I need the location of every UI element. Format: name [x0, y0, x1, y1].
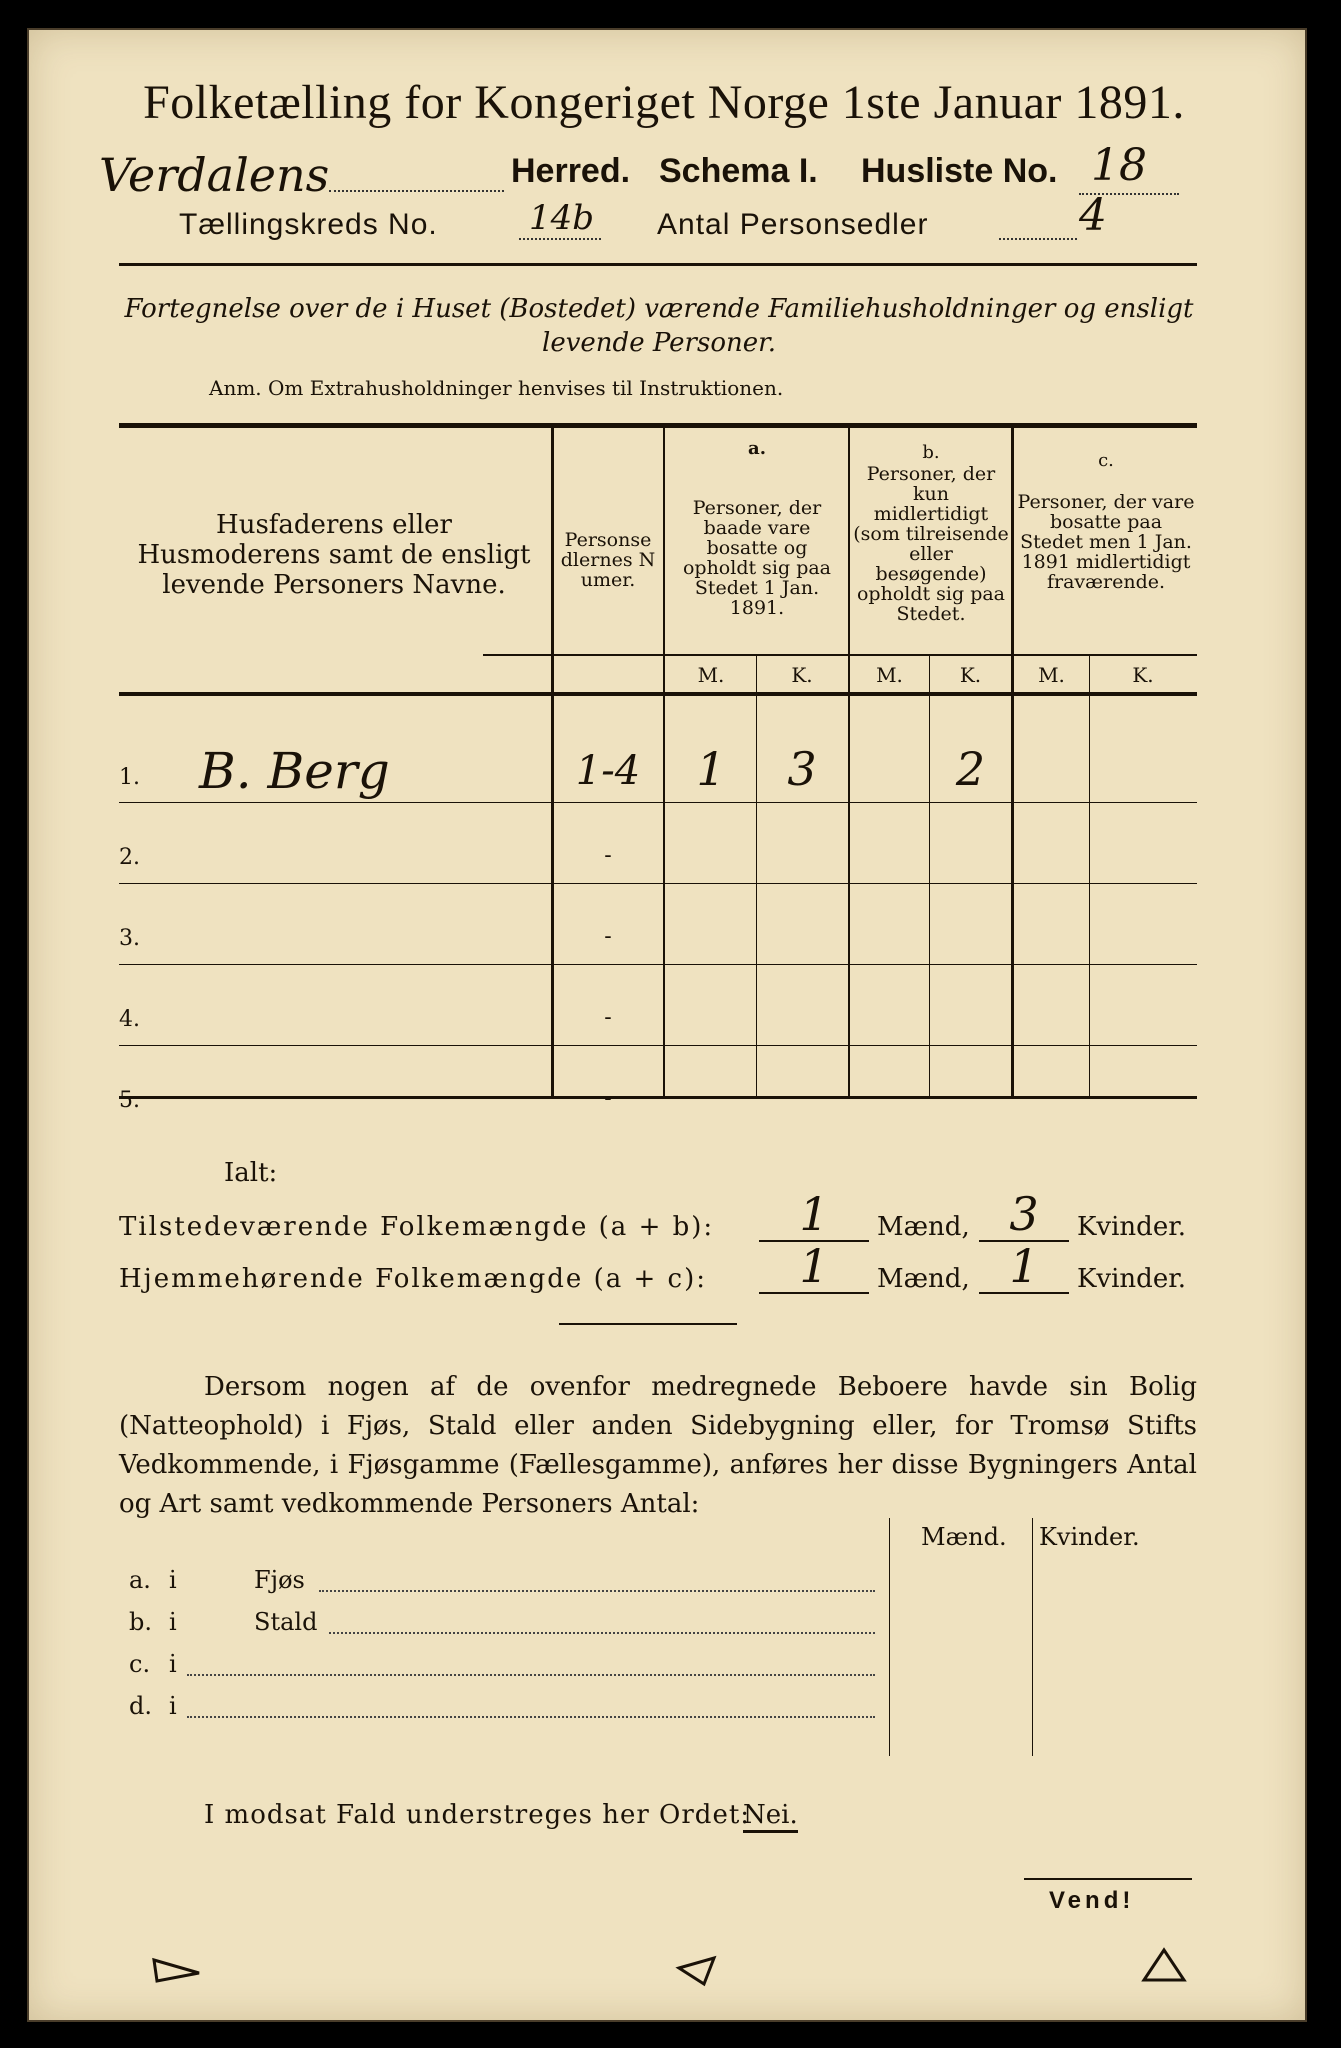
herred-handwritten: Verdalens [99, 148, 330, 202]
bolig-item-i: i [169, 1608, 177, 1636]
census-form [27, 28, 1307, 2022]
modsat-text: I modsat Fald understreges her Ordet: [204, 1800, 751, 1830]
hjemme-label: Hjemmehørende Folkemængde (a + c): [119, 1264, 707, 1294]
hjemme-maend-label: Mænd, [877, 1264, 970, 1294]
vend-text: Vend! [1049, 1887, 1135, 1914]
col-a-header: Personer, der baade vare bosatte og opholdt sig paa Stedet 1 Jan. 1891. [682, 497, 832, 619]
row-a-k: 3 [787, 742, 817, 796]
row-rule-3 [119, 964, 1197, 965]
row-number: 5. [119, 1088, 140, 1113]
schema-label: Schema I. [659, 152, 818, 190]
nei-word: Nei. [743, 1800, 798, 1833]
bolig-item-label: Fjøs [254, 1566, 305, 1594]
col-c-header: Personer, der vare bosatte paa Stedet men 1 Jan. 1891 midlertidigt fraværende. [1017, 491, 1195, 593]
col-b-header: Personer, der kun midlertidigt (som tilreisende eller besøgende) opholdt sig paa Stedet. [853, 463, 1009, 625]
husliste-number: 18 [1091, 140, 1147, 191]
bolig-item-letter: b. [129, 1608, 152, 1636]
bolig-col-divider-2 [1032, 1518, 1033, 1756]
bolig-item-letter: c. [129, 1650, 151, 1678]
vend-rule [1024, 1878, 1192, 1880]
col-divider-a-mk [756, 656, 757, 1098]
row-number: 2. [119, 845, 140, 870]
tilstede-kvinder: 3 [979, 1188, 1069, 1242]
antal-label: Antal Personsedler [657, 208, 929, 241]
col-c-letter: c. [1098, 450, 1114, 471]
row-number: 3. [119, 926, 140, 951]
herred-label: Herred. [511, 152, 631, 190]
row-a-m: 1 [696, 742, 726, 796]
col-name-header: Husfaderens eller Husmoderens samt de ensligt levende Personers Navne. [137, 510, 531, 600]
bolig-item-label: Stald [254, 1608, 318, 1636]
col-divider-c-mk [1089, 656, 1090, 1098]
col-b-k: K. [959, 663, 982, 687]
row-number: 1. [119, 765, 140, 790]
bolig-item-letter: a. [129, 1566, 151, 1594]
tilstede-kvinder-label: Kvinder. [1077, 1212, 1187, 1242]
row-rule-2 [119, 883, 1197, 884]
bolig-leader [319, 1590, 875, 1592]
row-numer: - [604, 1086, 612, 1111]
bolig-item-i: i [169, 1650, 177, 1678]
table-top-rule [119, 423, 1197, 428]
bolig-leader [187, 1674, 875, 1676]
corner-mark-center-icon [669, 1948, 729, 1988]
ialt-label: Ialt: [224, 1158, 278, 1188]
bolig-leader [329, 1632, 875, 1634]
kreds-number: 14b [529, 198, 595, 238]
row-numer: 1-4 [575, 748, 641, 794]
herred-dots [329, 190, 504, 192]
row-number: 4. [119, 1007, 140, 1032]
tilstede-label: Tilstedeværende Folkemængde (a + b): [119, 1212, 715, 1242]
antal-value: 4 [1079, 190, 1107, 241]
section-divider [559, 1323, 737, 1325]
row-rule-1 [119, 802, 1197, 803]
tilstede-maend-label: Mænd, [877, 1212, 970, 1242]
col-c-k: K. [1132, 663, 1154, 687]
husliste-label: Husliste No. [861, 152, 1058, 190]
col-a-m: M. [697, 663, 725, 687]
col-b-m: M. [876, 663, 903, 687]
antal-dots [999, 238, 1077, 240]
intro-text: Fortegnelse over de i Huset (Bostedet) værende Familiehusholdninger og ensligt levende Personer. [124, 294, 1194, 358]
col-c-m: M. [1038, 663, 1065, 687]
row-name: B. Berg [199, 742, 390, 800]
bolig-item-i: i [169, 1566, 177, 1594]
hjemme-kvinder-label: Kvinder. [1077, 1264, 1187, 1294]
row-numer: - [604, 843, 612, 868]
row-numer: - [604, 924, 612, 949]
kreds-label: Tællingskreds No. [179, 208, 438, 241]
corner-mark-left-icon [149, 1955, 209, 1985]
form-title: Folketælling for Kongeriget Norge 1ste Januar 1891. [143, 76, 1185, 129]
col-a-k: K. [791, 663, 813, 687]
corner-mark-right-icon [1139, 1945, 1189, 1985]
bolig-maend-header: Mænd. [921, 1523, 1007, 1551]
bolig-leader [187, 1716, 875, 1718]
col-divider-b-mk [929, 656, 930, 1098]
bolig-item-letter: d. [129, 1692, 152, 1720]
table-header-rule [119, 692, 1197, 696]
row-numer: - [604, 1005, 612, 1030]
col-divider-2 [663, 426, 665, 1098]
header-rule [119, 263, 1197, 266]
tilstede-maend: 1 [759, 1188, 869, 1242]
hjemme-maend: 1 [759, 1240, 869, 1294]
kreds-dots [519, 238, 601, 240]
hjemme-kvinder: 1 [979, 1240, 1069, 1294]
bolig-text: Dersom nogen af de ovenfor medregnede Beboere havde sin Bolig (Natteophold) i Fjøs, Stald eller anden Sidebygning eller, for Tromsø Stifts Vedkommende, i Fjøsgamme (Fællesgamme), anføres her disse Bygningers Antal og Art samt vedkommende Personers Antal: [119, 1372, 1197, 1519]
col-numer-header: Personsedlernes Numer. [560, 529, 656, 591]
row-rule-4 [119, 1045, 1197, 1046]
col-divider-4 [1011, 426, 1014, 1098]
col-a-letter: a. [748, 438, 766, 459]
col-b-letter: b. [922, 442, 940, 463]
bolig-item-i: i [169, 1692, 177, 1720]
anm-text: Anm. Om Extrahusholdninger henvises til Instruktionen. [209, 376, 784, 400]
bolig-kvinder-header: Kvinder. [1039, 1523, 1140, 1551]
row-b-k: 2 [955, 742, 986, 796]
col-divider-3 [848, 426, 850, 1098]
bolig-col-divider-1 [889, 1518, 890, 1756]
